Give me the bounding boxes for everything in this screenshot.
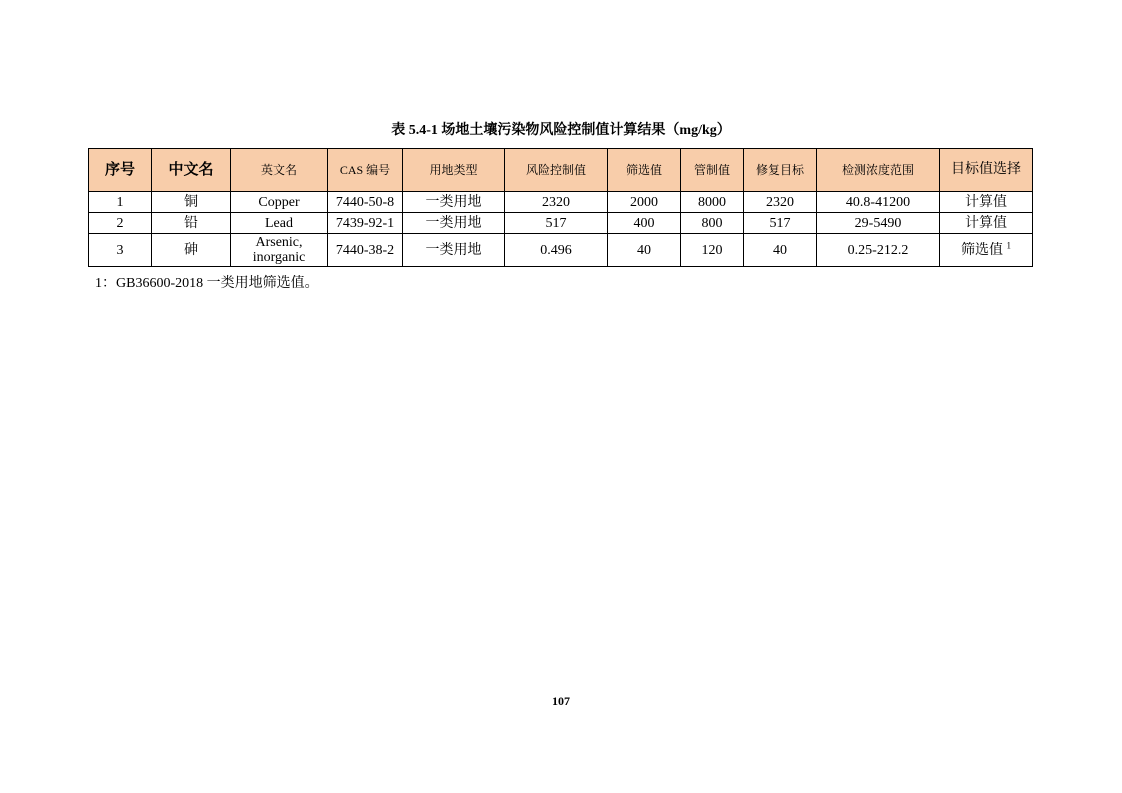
risk-control-table <box>88 148 1033 267</box>
cell-control-value: 120 <box>681 234 744 267</box>
cell-land-type: 一类用地 <box>403 192 505 213</box>
header-risk-control-value: 风险控制值 <box>505 149 608 192</box>
cell-risk-control-value: 2320 <box>505 192 608 213</box>
cell-control-value: 8000 <box>681 192 744 213</box>
target-choice-text: 计算值 <box>965 215 1007 231</box>
header-chinese-name: 中文名 <box>152 149 231 192</box>
header-target-choice: 目标值选择 <box>940 149 1033 192</box>
cell-screening-value: 40 <box>608 234 681 267</box>
table-caption: 表 5.4-1 场地土壤污染物风险控制值计算结果（mg/kg） <box>391 123 731 138</box>
cell-screening-value: 2000 <box>608 192 681 213</box>
cell-screening-value: 400 <box>608 213 681 234</box>
table-row <box>89 213 1033 234</box>
cell-risk-control-value: 0.496 <box>505 234 608 267</box>
table-row <box>89 192 1033 213</box>
cell-remediation-target: 40 <box>744 234 817 267</box>
cell-land-type: 一类用地 <box>403 213 505 234</box>
cell-detected-range: 0.25-212.2 <box>817 234 940 267</box>
table-header-row <box>89 149 1033 192</box>
table-row <box>89 234 1033 267</box>
cell-target-choice <box>940 213 1033 234</box>
cell-cas-number: 7440-50-8 <box>328 192 403 213</box>
cell-land-type: 一类用地 <box>403 234 505 267</box>
footnote-reference: 1 <box>1006 239 1011 250</box>
cell-detected-range: 40.8-41200 <box>817 192 940 213</box>
cell-no: 1 <box>89 192 152 213</box>
cell-risk-control-value: 517 <box>505 213 608 234</box>
cell-english-name: Copper <box>231 192 328 213</box>
cell-chinese-name: 铅 <box>152 213 231 234</box>
cell-remediation-target: 517 <box>744 213 817 234</box>
header-no: 序号 <box>89 149 152 192</box>
cell-control-value: 800 <box>681 213 744 234</box>
header-cas-number: CAS 编号 <box>328 149 403 192</box>
cell-no: 3 <box>89 234 152 267</box>
cell-english-name: Lead <box>231 213 328 234</box>
cell-english-name: Arsenic, inorganic <box>231 234 328 267</box>
header-detected-range: 检测浓度范围 <box>817 149 940 192</box>
table-footnote: 1：GB36600-2018 一类用地筛选值。 <box>95 276 319 291</box>
cell-chinese-name: 铜 <box>152 192 231 213</box>
cell-cas-number: 7439-92-1 <box>328 213 403 234</box>
page-number: 107 <box>552 694 570 708</box>
target-choice-text: 筛选值 <box>961 242 1003 258</box>
cell-cas-number: 7440-38-2 <box>328 234 403 267</box>
cell-remediation-target: 2320 <box>744 192 817 213</box>
cell-chinese-name: 砷 <box>152 234 231 267</box>
header-control-value: 管制值 <box>681 149 744 192</box>
cell-target-choice <box>940 192 1033 213</box>
cell-target-choice <box>940 234 1033 267</box>
header-screening-value: 筛选值 <box>608 149 681 192</box>
header-remediation-target: 修复目标 <box>744 149 817 192</box>
header-land-type: 用地类型 <box>403 149 505 192</box>
cell-detected-range: 29-5490 <box>817 213 940 234</box>
target-choice-text: 计算值 <box>965 194 1007 210</box>
cell-no: 2 <box>89 213 152 234</box>
header-english-name: 英文名 <box>231 149 328 192</box>
